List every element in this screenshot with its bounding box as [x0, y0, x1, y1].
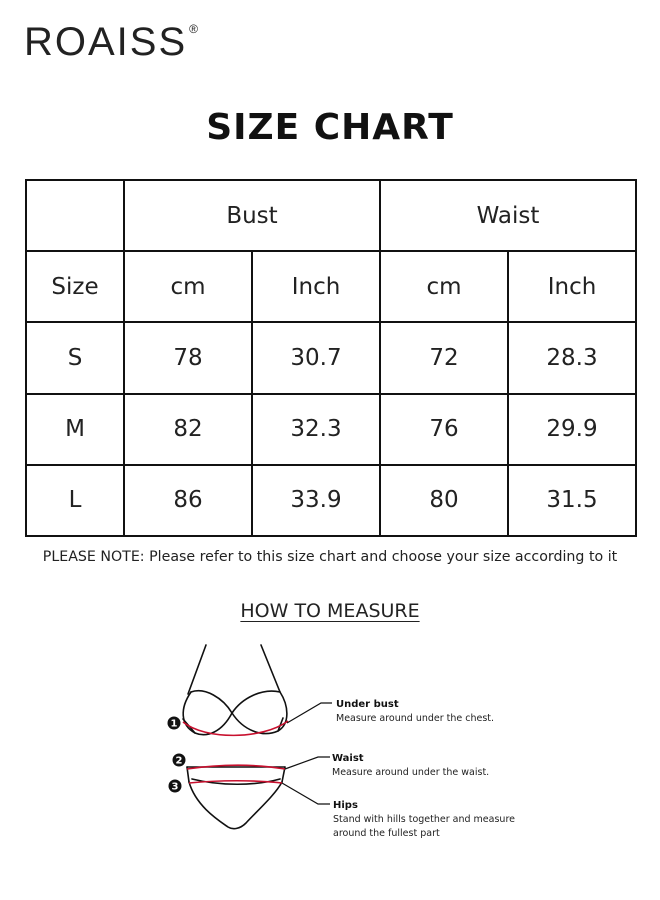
cell-size: L — [26, 465, 124, 536]
header-bust-cm: cm — [124, 251, 252, 322]
badge-3 — [169, 780, 182, 793]
leader-lines — [282, 703, 332, 804]
hips-measure-line — [189, 781, 282, 783]
size-note: PLEASE NOTE: Please refer to this size chart and choose your size according to it — [42, 549, 618, 565]
bra-illustration — [183, 645, 287, 735]
badge-2 — [173, 754, 186, 767]
size-chart-table — [25, 179, 637, 537]
header-size: Size — [26, 251, 124, 322]
registered-mark: ® — [189, 21, 200, 36]
cell-bust-inch: 30.7 — [252, 322, 380, 393]
cell-bust-cm: 86 — [124, 465, 252, 536]
cell-bust-inch: 32.3 — [252, 394, 380, 465]
table-sub-header-row — [26, 251, 636, 322]
badge-3-number: 3 — [171, 781, 179, 793]
group-header-waist: Waist — [380, 180, 636, 251]
annotation-waist-title: Waist — [332, 753, 364, 764]
cell-bust-cm: 82 — [124, 394, 252, 465]
cell-bust-cm: 78 — [124, 322, 252, 393]
table-corner-cell — [26, 180, 124, 251]
table-row — [26, 465, 636, 536]
cell-size: M — [26, 394, 124, 465]
cell-waist-inch: 28.3 — [508, 322, 636, 393]
table-row — [26, 322, 636, 393]
page-title: SIZE CHART — [206, 107, 454, 148]
how-to-measure-heading: HOW TO MEASURE — [240, 600, 420, 622]
group-header-bust: Bust — [124, 180, 380, 251]
cell-size: S — [26, 322, 124, 393]
brand-logo — [24, 22, 200, 62]
cell-waist-inch: 31.5 — [508, 465, 636, 536]
measure-diagram — [0, 630, 660, 890]
annotation-hips-desc-line2: around the fullest part — [333, 828, 440, 839]
annotation-hips-desc-line1: Stand with hills together and measure — [333, 814, 515, 825]
cell-bust-inch: 33.9 — [252, 465, 380, 536]
annotation-underbust-desc: Measure around under the chest. — [336, 713, 495, 724]
badge-1-number: 1 — [170, 718, 178, 730]
header-bust-inch: Inch — [252, 251, 380, 322]
annotation-hips-title: Hips — [333, 800, 358, 811]
brand-name: ROAISS — [24, 20, 188, 64]
header-waist-cm: cm — [380, 251, 508, 322]
badge-1 — [168, 717, 181, 730]
cell-waist-cm: 80 — [380, 465, 508, 536]
cell-waist-inch: 29.9 — [508, 394, 636, 465]
table-group-header-row — [26, 180, 636, 251]
annotation-waist-desc: Measure around under the waist. — [332, 767, 490, 778]
header-waist-inch: Inch — [508, 251, 636, 322]
table-row — [26, 394, 636, 465]
cell-waist-cm: 76 — [380, 394, 508, 465]
briefs-illustration — [187, 767, 285, 829]
cell-waist-cm: 72 — [380, 322, 508, 393]
annotation-underbust-title: Under bust — [336, 699, 399, 710]
badge-2-number: 2 — [175, 755, 183, 767]
